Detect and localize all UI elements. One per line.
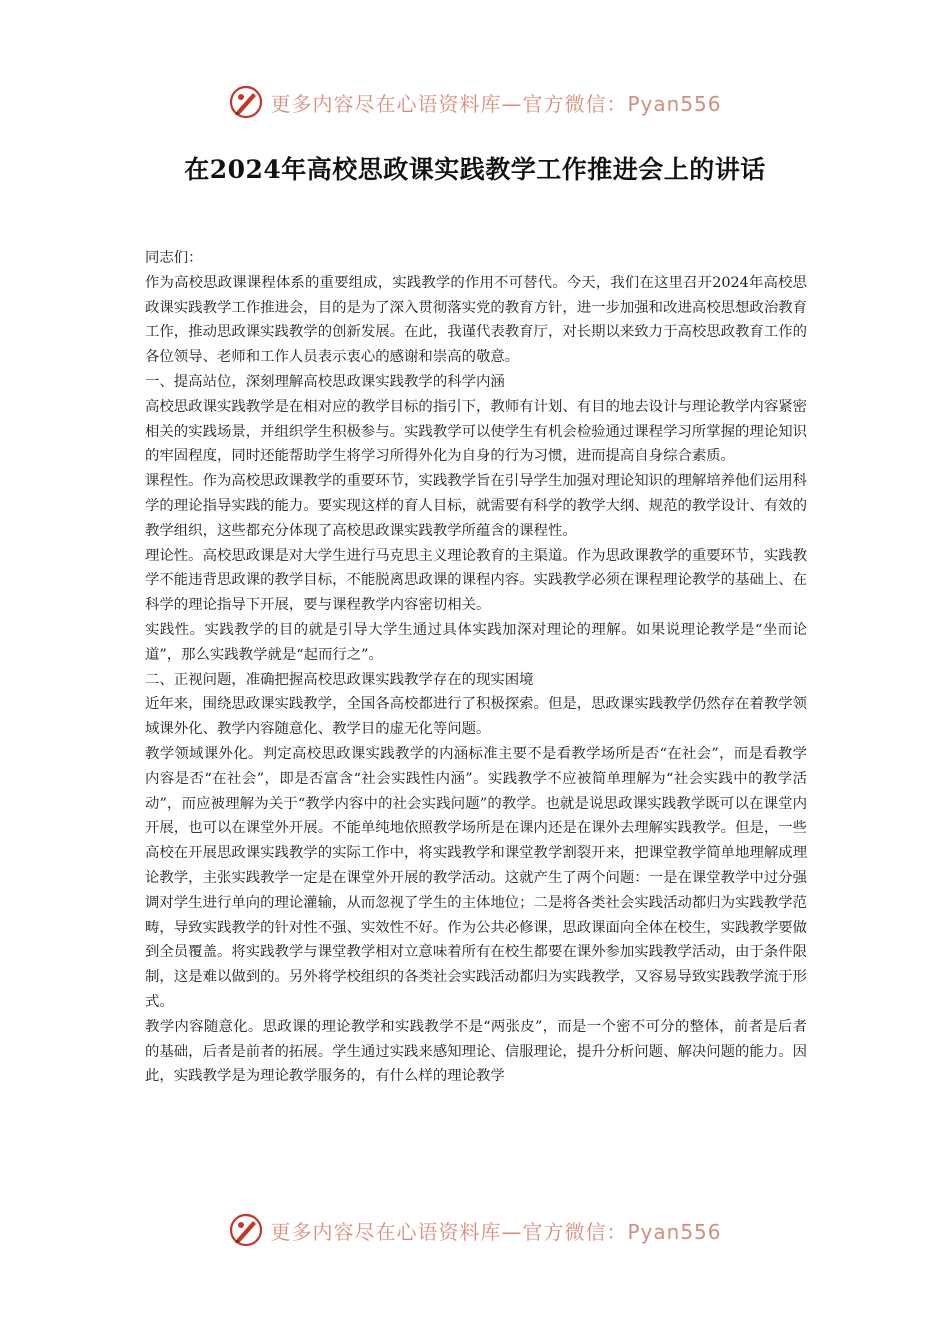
pen-logo-icon — [228, 1212, 264, 1248]
paragraph: 高校思政课实践教学是在相对应的教学目标的指引下，教师有计划、有目的地去设计与理论教学内容紧密相关的实践场景，并组织学生积极参与。实践教学可以使学生有机会检验通过课程学习所掌握的理论知识的牢固程度，同时还能帮助学生将学习所得外化为自身的行为习惯，进而提高自身综合素质。 — [145, 398, 807, 465]
paragraph: 课程性。作为高校思政课教学的重要环节，实践教学旨在引导学生加强对理论知识的理解培养他们运用科学的理论指导实践的能力。要实现这样的育人目标，就需要有科学的教学大纲、规范的教学设计、有效的教学组织，这些都充分体现了高校思政课实践教学所蕴含的课程性。 — [145, 473, 807, 539]
paragraph: 理论性。高校思政课是对大学生进行马克思主义理论教育的主渠道。作为思政课教学的重要环节，实践教学不能违背思政课的教学目标，不能脱离思政课的课程内容。实践教学必须在课程理论教学的基础上、在科学的理论指导下开展，要与课程教学内容密切相关。 — [145, 547, 807, 614]
paragraph: 近年来，围绕思政课实践教学，全国各高校都进行了积极探索。但是，思政课实践教学仍然存在着教学领域课外化、教学内容随意化、教学目的虚无化等问题。 — [145, 696, 807, 738]
paragraph: 作为高校思政课课程体系的重要组成，实践教学的作用不可替代。今天，我们在这里召开2024年高校思政课实践教学工作推进会，目的是为了深入贯彻落实党的教育方针，进一步加强和改进高校思想政治教育工作，推动思政课实践教学的创新发展。在此，我谨代表教育厅，对长期以来致力于高校思政教育工作的各位领导、老师和工作人员表示衷心的感谢和崇高的敬意。 — [145, 274, 807, 366]
wechat-id: Pyan556 — [627, 1219, 722, 1244]
footer-banner — [0, 1208, 950, 1252]
document-body — [145, 246, 807, 1196]
section-heading: 二、正视问题，准确把握高校思政课实践教学存在的现实困境 — [145, 671, 534, 688]
page-title: 在2024年高校思政课实践教学工作推进会上的讲话 — [184, 155, 766, 184]
paragraph: 教学领域课外化。判定高校思政课实践教学的内涵标准主要不是看教学场所是否“在社会”，而是看教学内容是否“在社会”，即是否富含“社会实践性内涵”。实践教学不应被简单理解为“社会实践中的教学活动”，而应被理解为关于“教学内容中的社会实践问题”的教学。也就是说思政课实践教学既可以在课堂内开展，也可以在课堂外开展。不能单纯地依照教学场所是在课内还是在课外去理解实践教学。但是，一些高校在开展思政课实践教学的实际工作中，将实践教学和课堂教学割裂开来，把课堂教学简单地理解成理论教学，主张实践教学一定是在课堂外开展的教学活动。这就产生了两个问题：一是在课堂教学中过分强调对学生进行单向的理论灌输，从而忽视了学生的主体地位；二是将各类社会实践活动都归为实践教学范畴，导致实践教学的针对性不强、实效性不好。作为公共必修课，思政课面向全体在校生，实践教学要做到全员覆盖。将实践教学与课堂教学相对立意味着所有在校生都要在课外参加实践教学活动，由于条件限制，这是难以做到的。另外将学校组织的各类社会实践活动都归为实践教学，又容易导致实践教学流于形式。 — [145, 745, 807, 1010]
banner-text: 更多内容尽在心语资料库—官方微信：Pyan556 — [270, 1219, 722, 1244]
wechat-id: Pyan556 — [627, 91, 722, 116]
section-heading: 一、提高站位，深刻理解高校思政课实践教学的科学内涵 — [145, 373, 505, 390]
paragraph: 教学内容随意化。思政课的理论教学和实践教学不是“两张皮”，而是一个密不可分的整体，前者是后者的基础，后者是前者的拓展。学生通过实践来感知理论、信服理论，提升分析问题、解决问题的能力。因此，实践教学是为理论教学服务的，有什么样的理论教学 — [145, 1018, 807, 1085]
salutation: 同志们： — [145, 250, 203, 266]
banner-text: 更多内容尽在心语资料库—官方微信：Pyan556 — [270, 91, 722, 116]
paragraph: 实践性。实践教学的目的就是引导大学生通过具体实践加深对理论的理解。如果说理论教学是“坐而论道”，那么实践教学就是“起而行之”。 — [145, 621, 807, 663]
pen-logo-icon — [228, 84, 264, 120]
header-banner — [0, 80, 950, 124]
